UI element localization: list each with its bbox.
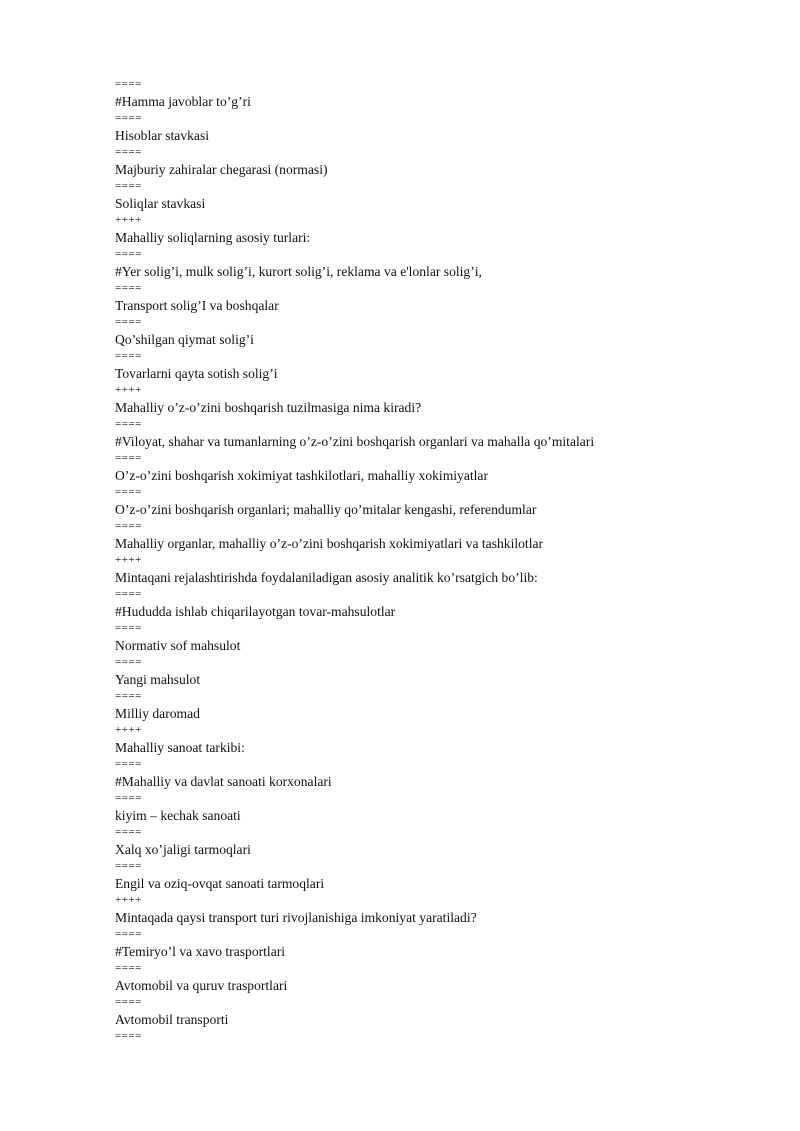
separator-line: ==== (115, 860, 142, 872)
separator-line: ==== (115, 316, 142, 328)
text-line: Mahalliy organlar, mahalliy o’z-o’zini boshqarish xokimiyatlari va tashkilotlar (115, 536, 544, 551)
separator-line: ==== (115, 1030, 142, 1042)
text-line: Mintaqani rejalashtirishda foydalaniladigan asosiy analitik ko’rsatgich bo’lib: (115, 570, 538, 585)
separator-line: ==== (115, 792, 142, 804)
separator-line: ==== (115, 826, 142, 838)
separator-line: ==== (115, 350, 142, 362)
separator-line: ==== (115, 180, 142, 192)
text-line: Xalq xo’jaligi tarmoqlari (115, 842, 251, 857)
separator-line: ==== (115, 78, 142, 90)
text-line: Transport solig’I va boshqalar (115, 298, 279, 313)
separator-line: ==== (115, 622, 142, 634)
separator-line: ==== (115, 282, 142, 294)
text-line: Avtomobil transporti (115, 1012, 229, 1027)
correct-answer-line: #Hududda ishlab chiqarilayotgan tovar-mahsulotlar (115, 604, 396, 619)
text-line: Tovarlarni qayta sotish solig’i (115, 366, 278, 381)
text-line: Normativ sof mahsulot (115, 638, 241, 653)
question-separator-line: ++++ (115, 894, 142, 906)
text-line: Mahalliy soliqlarning asosiy turlari: (115, 230, 311, 245)
correct-answer-line: #Hamma javoblar to’g’ri (115, 94, 251, 109)
text-line: Engil va oziq-ovqat sanoati tarmoqlari (115, 876, 325, 891)
separator-line: ==== (115, 758, 142, 770)
separator-line: ==== (115, 996, 142, 1008)
separator-line: ==== (115, 248, 142, 260)
question-separator-line: ++++ (115, 214, 142, 226)
separator-line: ==== (115, 588, 142, 600)
separator-line: ==== (115, 928, 142, 940)
correct-answer-line: #Viloyat, shahar va tumanlarning o’z-o’zini boshqarish organlari va mahalla qo’mitalari (115, 434, 595, 449)
correct-answer-line: #Mahalliy va davlat sanoati korxonalari (115, 774, 332, 789)
question-separator-line: ++++ (115, 554, 142, 566)
separator-line: ==== (115, 486, 142, 498)
text-line: Majburiy zahiralar chegarasi (normasi) (115, 162, 328, 177)
text-line: O’z-o’zini boshqarish xokimiyat tashkilotlari, mahalliy xokimiyatlar (115, 468, 488, 483)
text-line: Avtomobil va quruv trasportlari (115, 978, 288, 993)
separator-line: ==== (115, 962, 142, 974)
question-separator-line: ++++ (115, 724, 142, 736)
correct-answer-line: #Temiryo’l va xavo trasportlari (115, 944, 286, 959)
separator-line: ==== (115, 112, 142, 124)
text-line: O’z-o’zini boshqarish organlari; mahalliy qo’mitalar kengashi, referendumlar (115, 502, 537, 517)
text-line: Mintaqada qaysi transport turi rivojlanishiga imkoniyat yaratiladi? (115, 910, 477, 925)
document-text (115, 76, 755, 1045)
text-line: Soliqlar stavkasi (115, 196, 206, 211)
text-line: Hisoblar stavkasi (115, 128, 210, 143)
correct-answer-line: #Yer solig’i, mulk solig’i, kurort solig’i, reklama va e'lonlar solig’i, (115, 264, 482, 279)
separator-line: ==== (115, 656, 142, 668)
separator-line: ==== (115, 690, 142, 702)
text-line: Yangi mahsulot (115, 672, 201, 687)
text-line: Qo’shilgan qiymat solig’i (115, 332, 254, 347)
text-line: kiyim – kechak sanoati (115, 808, 241, 823)
text-line: Milliy daromad (115, 706, 200, 721)
separator-line: ==== (115, 146, 142, 158)
separator-line: ==== (115, 520, 142, 532)
text-line: Mahalliy sanoat tarkibi: (115, 740, 245, 755)
question-separator-line: ++++ (115, 384, 142, 396)
separator-line: ==== (115, 418, 142, 430)
text-line: Mahalliy o’z-o’zini boshqarish tuzilmasiga nima kiradi? (115, 400, 422, 415)
separator-line: ==== (115, 452, 142, 464)
